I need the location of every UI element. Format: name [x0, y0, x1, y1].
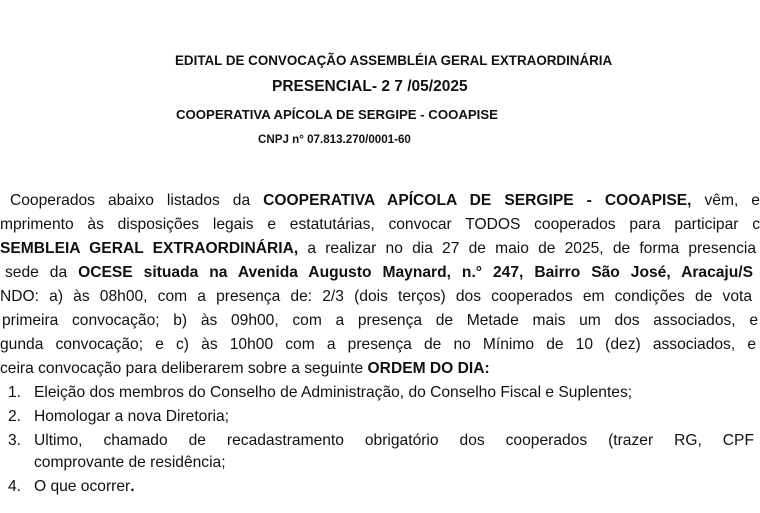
cnpj: CNPJ n° 07.813.270/0001-60 [258, 133, 411, 146]
agenda-item: Homologar a nova Diretoria; [34, 408, 230, 425]
agenda-number: 1. [8, 384, 22, 401]
agenda-number: 2. [8, 408, 22, 425]
agenda-number: 3. [8, 432, 22, 449]
paragraph-line: primeira convocação; b) às 09h00, com a presença de Metade mais um dos associados, e [2, 312, 758, 329]
paragraph-line: Cooperados abaixo listados da COOPERATIVA APÍCOLA DE SERGIPE - COOAPISE, vêm, e [10, 192, 760, 209]
paragraph-line: sede da OCESE situada na Avenida Augusto Maynard, n.° 247, Bairro São José, Aracaju/S [5, 264, 754, 281]
document-title: EDITAL DE CONVOCAÇÃO ASSEMBLÉIA GERAL EXTRAORDINÁRIA [175, 53, 613, 68]
paragraph-line: ceira convocação para deliberarem sobre a seguinte ORDEM DO DIA: [0, 360, 490, 377]
cooperative-name: COOPERATIVA APÍCOLA DE SERGIPE - COOAPISE [176, 107, 498, 122]
paragraph-line: NDO: a) às 08h00, com a presença de: 2/3 (dois terços) dos cooperados em condições de vota [0, 288, 752, 305]
document-subtitle: PRESENCIAL- 2 7 /05/2025 [272, 78, 468, 95]
agenda-item-continuation: comprovante de residência; [34, 454, 226, 471]
paragraph-line: SEMBLEIA GERAL EXTRAORDINÁRIA, a realizar no dia 27 de maio de 2025, de forma presencia [0, 240, 757, 257]
agenda-number: 4. [8, 478, 22, 495]
agenda-item: Ultimo, chamado de recadastramento obrigatório dos cooperados (trazer RG, CPF [34, 432, 754, 449]
agenda-item: Eleição dos membros do Conselho de Administração, do Conselho Fiscal e Suplentes; [34, 384, 633, 401]
agenda-item: O que ocorrer. [34, 478, 135, 495]
paragraph-line: gunda convocação; e c) às 10h00 com a presença de no Mínimo de 10 (dez) associados, e [0, 336, 756, 353]
paragraph-line: mprimento às disposições legais e estatutárias, convocar TODOS cooperados para participar c [0, 216, 760, 233]
